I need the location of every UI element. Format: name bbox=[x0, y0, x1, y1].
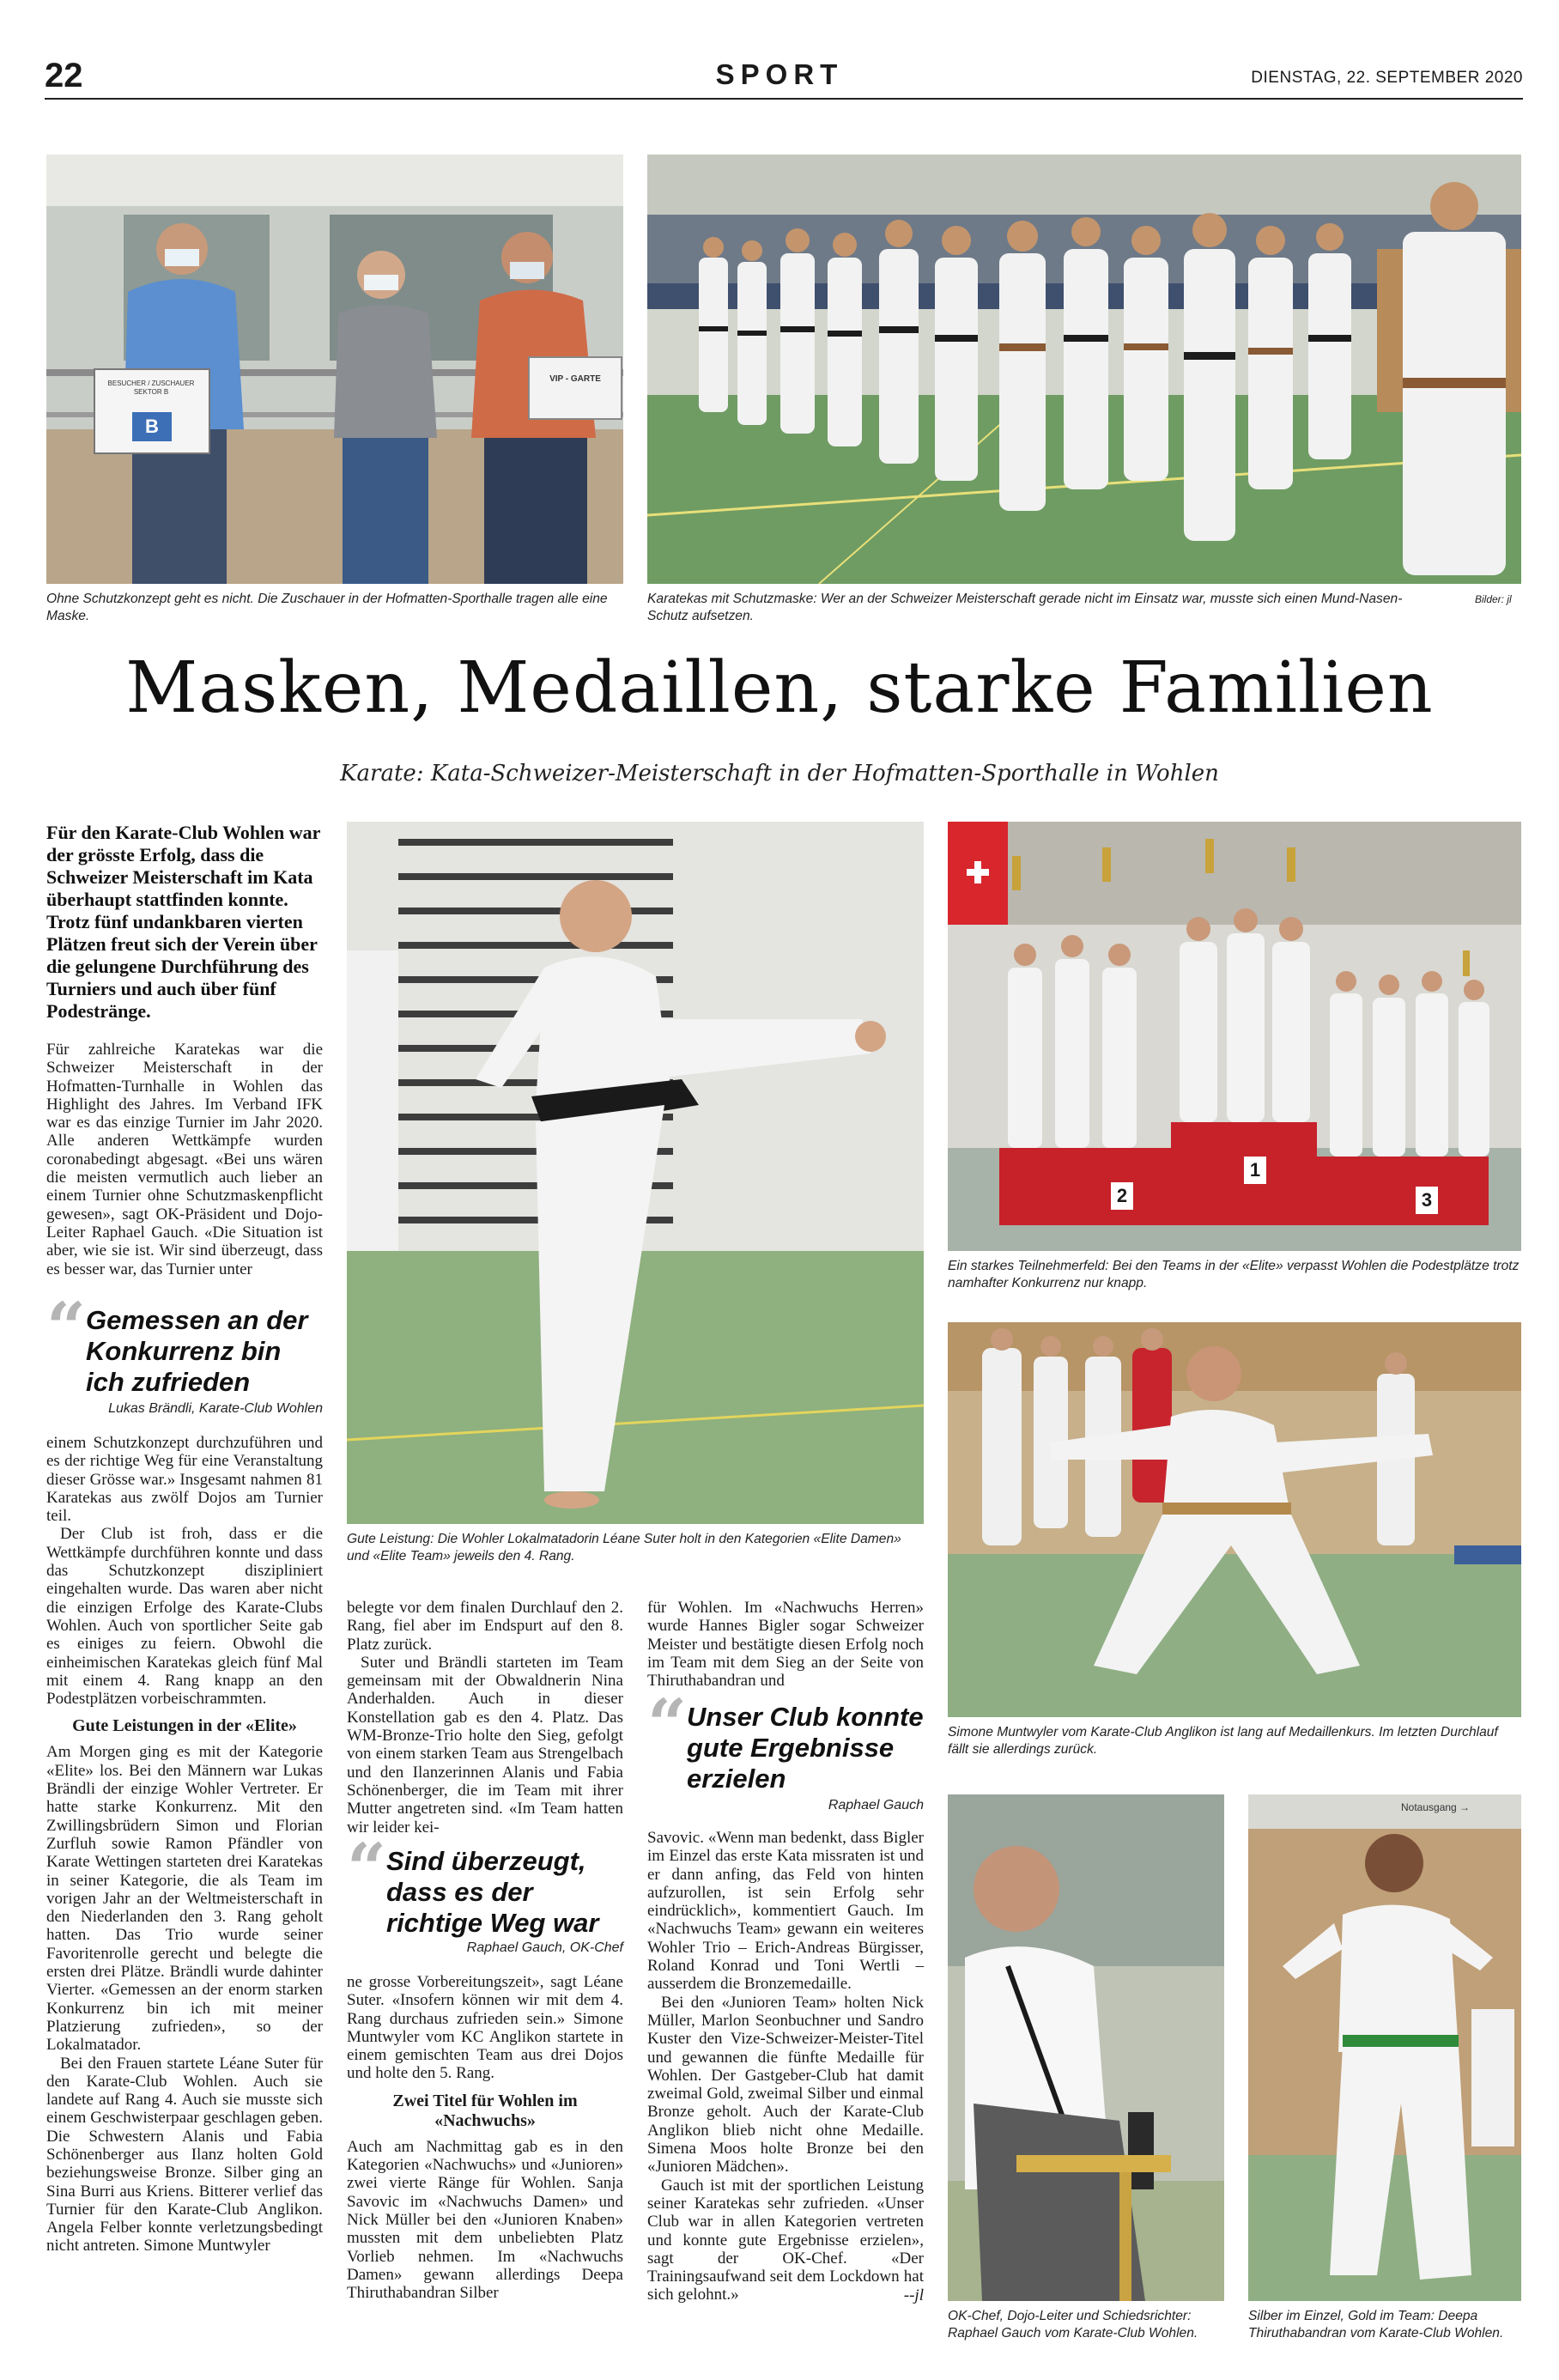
karatekas-illustration bbox=[647, 155, 1521, 584]
photo-kick bbox=[347, 822, 924, 1524]
lead-paragraph: Für den Karate-Club Wohlen war der grösste Erfolg, dass die Schweizer Meisterschaft im Kata überhaupt stattfinden konnte. Trotz fünf undankbaren vierten Plätzen freut sich der Verein über die gelungene Durchführung des Turniers und auch über fünf Podestränge. bbox=[46, 822, 321, 1022]
caption-muntwyler: Simone Muntwyler vom Karate-Club Anglikon ist lang auf Medaillenkurs. Im letzten Durchlauf fällt sie allerdings zurück. bbox=[948, 1725, 1498, 1757]
caption-judge: OK-Chef, Dojo-Leiter und Schiedsrichter: Raphael Gauch vom Karate-Club Wohlen. bbox=[948, 2309, 1198, 2341]
paragraph: belegte vor dem finalen Durchlauf den 2. Rang, fiel aber im Endspurt auf den 8. Platz zurück. bbox=[347, 1599, 623, 1654]
column-3-top bbox=[647, 1599, 924, 1690]
quote-3 bbox=[647, 1684, 924, 1813]
caption-kick: Gute Leistung: Die Wohler Lokalmatadorin Léane Suter holt in den Kategorien «Elite Damen» und «Elite Team» jeweils den 4. Rang. bbox=[347, 1532, 901, 1563]
column-3-bottom bbox=[647, 1829, 924, 2304]
muntwyler-illustration bbox=[948, 1322, 1521, 1717]
silver-illustration bbox=[1248, 1794, 1521, 2301]
quote-text: Sind überzeugt, dass es der richtige Weg war bbox=[386, 1846, 599, 1938]
caption-spectators: Ohne Schutzkonzept geht es nicht. Die Zuschauer in der Hofmatten-Sporthalle tragen alle eine Maske. bbox=[46, 592, 608, 623]
spectator-sign-text: BESUCHER / ZUSCHAUER SEKTOR B bbox=[107, 379, 195, 396]
quote-author: Raphael Gauch bbox=[828, 1798, 924, 1812]
header-rule bbox=[45, 98, 1523, 100]
paragraph: Gauch ist mit der sportlichen Leistung seiner Karatekas sehr zufrieden. «Unser Club war in allen Kategorien vertreten und konnte gute Ergebnisse erzielen», sagt der OK-Chef. «Der Trainingsaufwand seit dem Lockdown hat sich gelohnt.» bbox=[647, 2176, 924, 2304]
issue-date: DIENSTAG, 22. SEPTEMBER 2020 bbox=[1251, 69, 1523, 87]
subhead-nachwuchs: Zwei Titel für Wohlen im «Nachwuchs» bbox=[392, 2091, 578, 2130]
photo-silver bbox=[1248, 1794, 1521, 2301]
podium-place-2: 2 bbox=[1116, 1185, 1128, 1206]
paragraph: Auch am Nachmittag gab es in den Kategorien «Nachwuchs» und «Junioren» zwei vierte Ränge für Wohlen. Sanja Savovic im «Nachwuchs Damen» und Nick Müller bei den «Junioren Knaben» mussten mit dem unbeliebten Platz Vorlieb nehmen. Im «Nachwuchs Damen» gewann allerdings Deepa Thiruthabandran Silber bbox=[347, 2137, 623, 2303]
section-title: SPORT bbox=[715, 58, 844, 90]
photo-spectators bbox=[46, 155, 623, 584]
quote-1 bbox=[46, 1287, 323, 1417]
photo-judge bbox=[948, 1794, 1224, 2301]
quote-text: Unser Club konnte gute Ergebnisse erzielen bbox=[687, 1702, 924, 1794]
quote-mark-icon: “ bbox=[347, 1828, 387, 1909]
quote-author: Lukas Brändli, Karate-Club Wohlen bbox=[108, 1401, 323, 1416]
column-1-top bbox=[46, 1041, 323, 1278]
quote-text: Gemessen an der Konkurrenz bin ich zufrieden bbox=[86, 1305, 308, 1397]
quote-2 bbox=[347, 1828, 623, 1958]
quote-author: Raphael Gauch, OK-Chef bbox=[466, 1940, 623, 1955]
paragraph: ne grosse Vorbereitungszeit», sagt Léane Suter. «Insofern können wir mit dem 4. Rang durchaus zufrieden sein.» Simone Muntwyler vom KC Anglikon startete in einem gemischten Team aus drei Dojos und holte den 5. Rang. bbox=[347, 1973, 623, 2083]
caption-karatekas: Karatekas mit Schutzmaske: Wer an der Schweizer Meisterschaft gerade nicht im Einsatz war, musste sich einen Mund-Nasen-Schutz aufsetzen. bbox=[647, 592, 1403, 623]
paragraph: Savovic. «Wenn man bedenkt, dass Bigler im Einzel das erste Kata missraten ist und er dann anfing, das Feld von hinten aufzurollen, ist sein Erfolg sehr eindrücklich», kommentiert Gauch. Im «Nachwuchs Team» gewann ein weiteres Wohler Trio – Erich-Andreas Bürgisser, Roland Konrad und Toni Wertli – ausserdem die Bronzemedaille. bbox=[647, 1829, 924, 1994]
photo-credit: Bilder: jl bbox=[1475, 593, 1512, 605]
page-number: 22 bbox=[45, 57, 83, 94]
photo-karatekas bbox=[647, 155, 1521, 584]
podium-place-3: 3 bbox=[1421, 1189, 1433, 1211]
quote-mark-icon: “ bbox=[46, 1287, 87, 1368]
sector-letter: B bbox=[132, 412, 172, 441]
caption-podium: Ein starkes Teilnehmerfeld: Bei den Teams in der «Elite» verpasst Wohlen die Podestplätze trotz namhafter Konkurrenz nur knapp. bbox=[948, 1259, 1520, 1290]
caption-silver: Silber im Einzel, Gold im Team: Deepa Thiruthabandran vom Karate-Club Wohlen. bbox=[1248, 2309, 1504, 2341]
quote-mark-icon: “ bbox=[647, 1684, 688, 1764]
paragraph: Bei den Frauen startete Léane Suter für den Karate-Club Wohlen. Auch sie landete auf Rang 4. Auch sie musste sich einem Geschwisterpaar geschlagen geben. Die Schwestern Alanis und Fabia Schönenberger aus Ilanz holten Gold beziehungsweise Bronze. Silber ging an Sina Burri aus Kriens. Bitterer verlief das Turnier für den Karate-Club Anglikon. Angela Felber konnte verletzungsbedingt nicht antreten. Simone Muntwyler bbox=[46, 2054, 323, 2256]
paragraph: Bei den «Junioren Team» holten Nick Müller, Marlon Seonbuchner und Sandro Kuster den Vize-Schweizer-Meister-Titel und gewannen die fünfte Medaille für Wohlen. Der Gastgeber-Club hat damit zweimal Gold, zweimal Silber und einmal Bronze geholt. Auch der Karate-Club Anglikon blieb nicht ohne Medaille. Simena Moos holte Bronze bei den «Junioren Mädchen». bbox=[647, 1993, 924, 2177]
paragraph: Der Club ist froh, dass er die Wettkämpfe durchführen konnte und dass das Schutzkonzept diszipliniert eingehalten wurde. Das waren aber nicht die einzigen Erfolge des Karate-Clubs Wohlen. Auch von sportlicher Seite gab es einiges zu feiern. Obwohl die einheimischen Karatekas gleich fünf Mal mit einem 4. Rang knapp an den Podestplätzen vorbeischrammten. bbox=[46, 1525, 323, 1709]
photo-podium bbox=[948, 822, 1521, 1251]
column-1-bottom bbox=[46, 1434, 323, 2256]
podium-place-1: 1 bbox=[1249, 1159, 1261, 1181]
paragraph: Für zahlreiche Karatekas war die Schweizer Meisterschaft in der Hofmatten-Turnhalle in Wohlen das Highlight des Jahres. Im Verband IFK war es das einzige Turnier im Jahr 2020. Alle anderen Wettkämpfe wurden coronabedingt abgesagt. «Bei uns wären die meisten vermutlich auch lieber an einem Turnier ohne Schutzmaskenpflicht gewesen», sagt OK-Präsident und Dojo-Leiter Raphael Gauch. «Die Situation ist aber, wie sie ist. Wir sind überzeugt, dass es besser war, das Turnier unter bbox=[46, 1041, 323, 1278]
judge-illustration bbox=[948, 1794, 1224, 2301]
exit-sign: Notausgang → bbox=[1401, 1801, 1471, 1813]
column-2-bottom bbox=[347, 1973, 623, 2302]
paragraph: für Wohlen. Im «Nachwuchs Herren» wurde Hannes Bigler sogar Schweizer Meister und bestätigte diesen Erfolg noch im Team mit dem Sieg an der Seite von Thiruthabandran und bbox=[647, 1599, 924, 1691]
subhead-elite: Gute Leistungen in der «Elite» bbox=[72, 1716, 297, 1736]
paragraph: Suter und Brändli starteten im Team gemeinsam mit der Obwaldnerin Nina Anderhalden. Auch in dieser Konstellation gab es den 4. Platz. Das WM-Bronze-Trio holte den Sieg, gefolgt von einem starken Team aus Strengelbach und den Ilanzerinnen Alanis und Fabia Schönenberger, die im Team mit ihrer Mutter angetreten sind. «Im Team hatten wir leider kei- bbox=[347, 1653, 623, 1837]
paragraph: Am Morgen ging es mit der Kategorie «Elite» los. Bei den Männern war Lukas Brändli der einzige Wohler Vertreter. Er hatte starke Konkurrenz. Mit den Zwillingsbrüdern Simon und Florian Zurfluh sowie Ramon Pfändler von Karate Wettingen starteten drei Karatekas in seiner Kategorie, die als Team im vorigen Jahr an der Weltmeisterschaft in den Niederlanden den 3. Rang geholt hatten. Das Trio wurde seiner Favoritenrolle gerecht und belegte die ersten drei Plätze. Brändli wurde dahinter Vierter. «Gemessen an der enorm starken Konkurrenz bin ich mit meiner Platzierung zufrieden», so der Lokalmatador. bbox=[46, 1743, 323, 2055]
subline: Karate: Kata-Schweizer-Meisterschaft in der Hofmatten-Sporthalle in Wohlen bbox=[340, 761, 1219, 786]
headline: Masken, Medaillen, starke Familien bbox=[125, 647, 1434, 729]
spectators-illustration bbox=[46, 155, 623, 584]
vip-sign-text: VIP - GARTE bbox=[549, 374, 601, 384]
signature: --jl bbox=[903, 2286, 924, 2304]
paragraph: einem Schutzkonzept durchzuführen und es der richtige Weg für eine Veranstaltung dieser Grösse war.» Insgesamt nahmen 81 Karatekas aus zwölf Dojos am Turnier teil. bbox=[46, 1434, 323, 1526]
photo-muntwyler bbox=[948, 1322, 1521, 1717]
kick-illustration bbox=[347, 822, 924, 1524]
column-2-top bbox=[347, 1599, 623, 1837]
